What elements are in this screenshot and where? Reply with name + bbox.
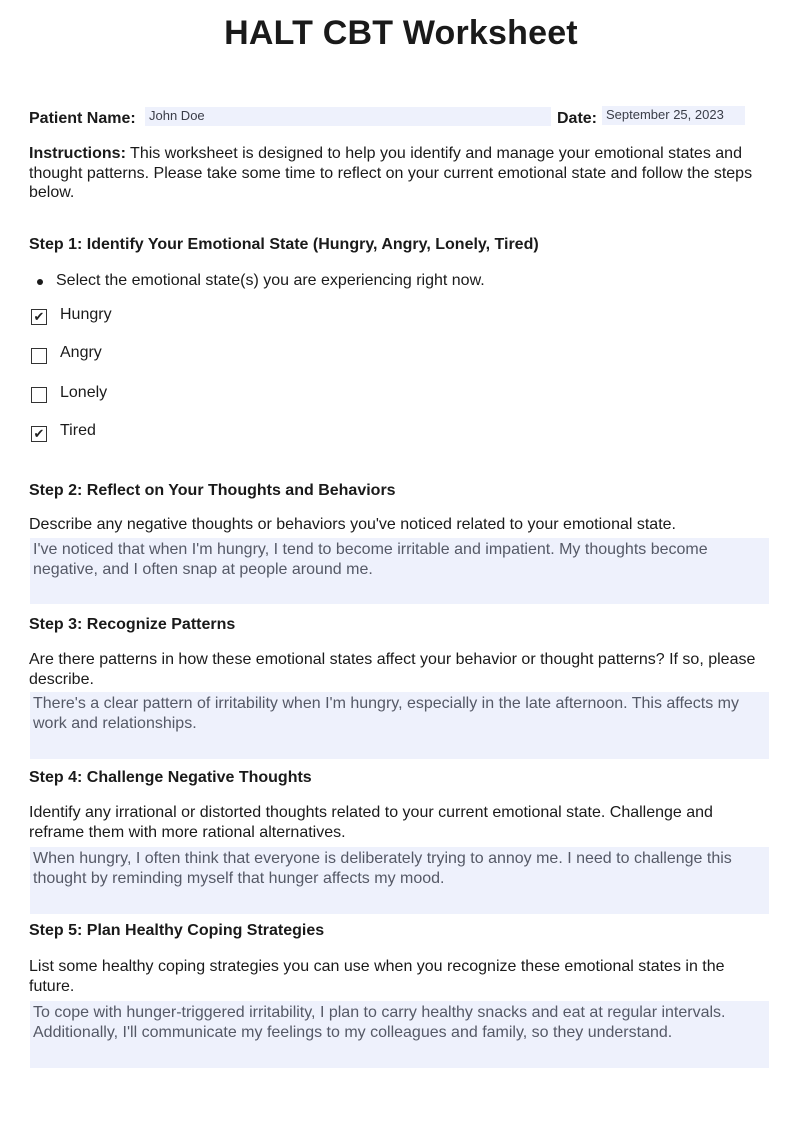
worksheet-title: HALT CBT Worksheet <box>224 14 578 52</box>
bullet-dot <box>37 279 43 285</box>
step3-heading: Step 3: Recognize Patterns <box>29 616 236 633</box>
step5-answer-field[interactable]: To cope with hunger-triggered irritability, I plan to carry healthy snacks and eat at regular intervals. Additionally, I'll communicate my feelings to my colleagues and family, so they understand. <box>30 1001 769 1068</box>
step3-answer-field[interactable]: There's a clear pattern of irritability when I'm hungry, especially in the late afternoon. This affects my work and relationships. <box>30 692 769 759</box>
instructions-label: Instructions: <box>29 145 126 162</box>
option-label-hungry: Hungry <box>60 306 112 323</box>
step4-prompt: Identify any irrational or distorted thoughts related to your current emotional state. Challenge and reframe them with more rational alternatives. <box>29 804 713 841</box>
step4-heading: Step 4: Challenge Negative Thoughts <box>29 769 312 786</box>
checkbox-hungry[interactable] <box>31 309 47 325</box>
step3-prompt: Are there patterns in how these emotional states affect your behavior or thought patterns? If so, please describe. <box>29 651 756 688</box>
option-label-lonely: Lonely <box>60 384 108 401</box>
step5-heading: Step 5: Plan Healthy Coping Strategies <box>29 922 325 939</box>
checkbox-lonely[interactable] <box>31 387 47 403</box>
patient-name-field[interactable]: John Doe <box>145 107 551 126</box>
date-label: Date: <box>557 110 598 127</box>
date-field[interactable]: September 25, 2023 <box>602 106 745 125</box>
checkmark-icon: ✔ <box>33 309 45 324</box>
checkbox-tired[interactable] <box>31 426 47 442</box>
instructions-text: This worksheet is designed to help you identify and manage your emotional states and thought patterns. Please take some time to reflect on your current emotional state and follow the steps below. <box>29 145 753 201</box>
checkmark-icon: ✔ <box>33 426 45 441</box>
option-label-angry: Angry <box>60 344 102 361</box>
step2-answer-field[interactable]: I've noticed that when I'm hungry, I tend to become irritable and impatient. My thoughts become negative, and I often snap at people around me. <box>30 538 769 604</box>
step1-heading: Step 1: Identify Your Emotional State (Hungry, Angry, Lonely, Tired) <box>29 236 539 253</box>
step2-heading: Step 2: Reflect on Your Thoughts and Behaviors <box>29 482 396 499</box>
step1-instruction: Select the emotional state(s) you are experiencing right now. <box>56 272 485 289</box>
step2-prompt: Describe any negative thoughts or behaviors you've noticed related to your emotional state. <box>29 516 676 533</box>
step4-answer-field[interactable]: When hungry, I often think that everyone is deliberately trying to annoy me. I need to challenge this thought by reminding myself that hunger affects my mood. <box>30 847 769 914</box>
instructions <box>29 144 764 203</box>
checkbox-angry[interactable] <box>31 348 47 364</box>
step5-prompt: List some healthy coping strategies you can use when you recognize these emotional states in the future. <box>29 958 725 995</box>
patient-name-label: Patient Name: <box>29 110 136 127</box>
option-label-tired: Tired <box>60 422 96 439</box>
